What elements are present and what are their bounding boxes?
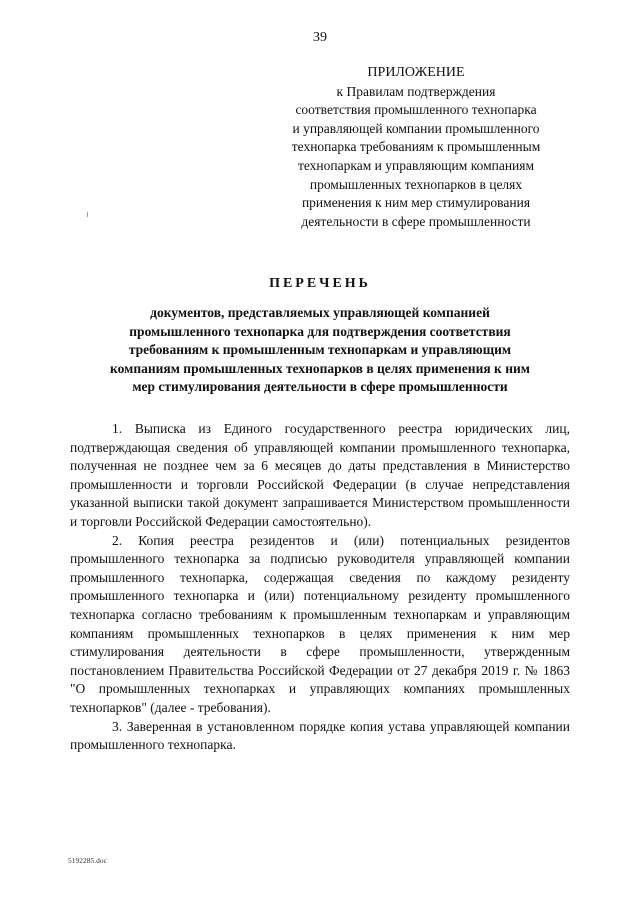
subtitle-line: мер стимулирования деятельности в сфере промышленности (132, 379, 508, 395)
appendix-line: соответствия промышленного технопарка (295, 102, 537, 118)
footer-doc-id: 5192285.doc (68, 856, 107, 865)
appendix-line: технопарка требованиям к промышленным (291, 139, 541, 155)
subtitle-line: компаниям промышленных технопарков в целях применения к ним (110, 360, 530, 376)
list-heading: ПЕРЕЧЕНЬ (269, 276, 371, 291)
appendix-line: промышленных технопарков в целях (309, 176, 523, 192)
appendix-title: ПРИЛОЖЕНИЕ (367, 65, 465, 80)
document-body (70, 420, 570, 755)
subtitle-line: документов, представляемых управляющей компанией (150, 305, 490, 320)
subtitle-line: промышленного технопарка для подтверждения соответствия (129, 323, 511, 339)
appendix-line: и управляющей компании промышленного (292, 120, 540, 136)
appendix-line: деятельности в сфере промышленности (301, 213, 531, 229)
list-item: 2. Копия реестра резидентов и (или) потенциальных резидентов промышленного технопарка за подписью руководителя управляющей компании промышленного технопарка, содержащая сведения по каждому резиденту промышленного технопарка и (или) потенциальному резиденту промышленного технопарка согласно требованиям к промышленным технопаркам и управляющим компаниям промышленных технопарков в целях применения к ним мер стимулирования деятельности в сфере промышленности, утвержденным постановлением Правительства Российской Федерации от 27 декабря 2019 г. № 1863 "О промышленных технопарках и управляющих компаниях промышленных технопарков" (далее - требования). (70, 532, 570, 715)
list-subtitle (70, 304, 570, 397)
subtitle-line: требованиям к промышленным технопаркам и управляющим (128, 342, 512, 358)
appendix-block (276, 64, 556, 231)
page-number: 39 (313, 30, 327, 45)
appendix-line: технопаркам и управляющим компаниям (297, 157, 535, 173)
margin-mark (87, 212, 88, 217)
appendix-line: к Правилам подтверждения (336, 83, 496, 99)
list-item: 1. Выписка из Единого государственного реестра юридических лиц, подтверждающая сведения об управляющей компании промышленного технопарка, полученная не позднее чем за 6 месяцев до даты представления в Министерство промышленности и торговли Российской Федерации (в случае непредставления указанной выписки такой документ запрашивается Министерством промышленности и торговли Российской Федерации самостоятельно). (70, 421, 570, 529)
appendix-line: применения к ним мер стимулирования (301, 195, 531, 211)
list-item: 3. Заверенная в установленном порядке копия устава управляющей компании промышленного технопарка. (70, 718, 570, 753)
